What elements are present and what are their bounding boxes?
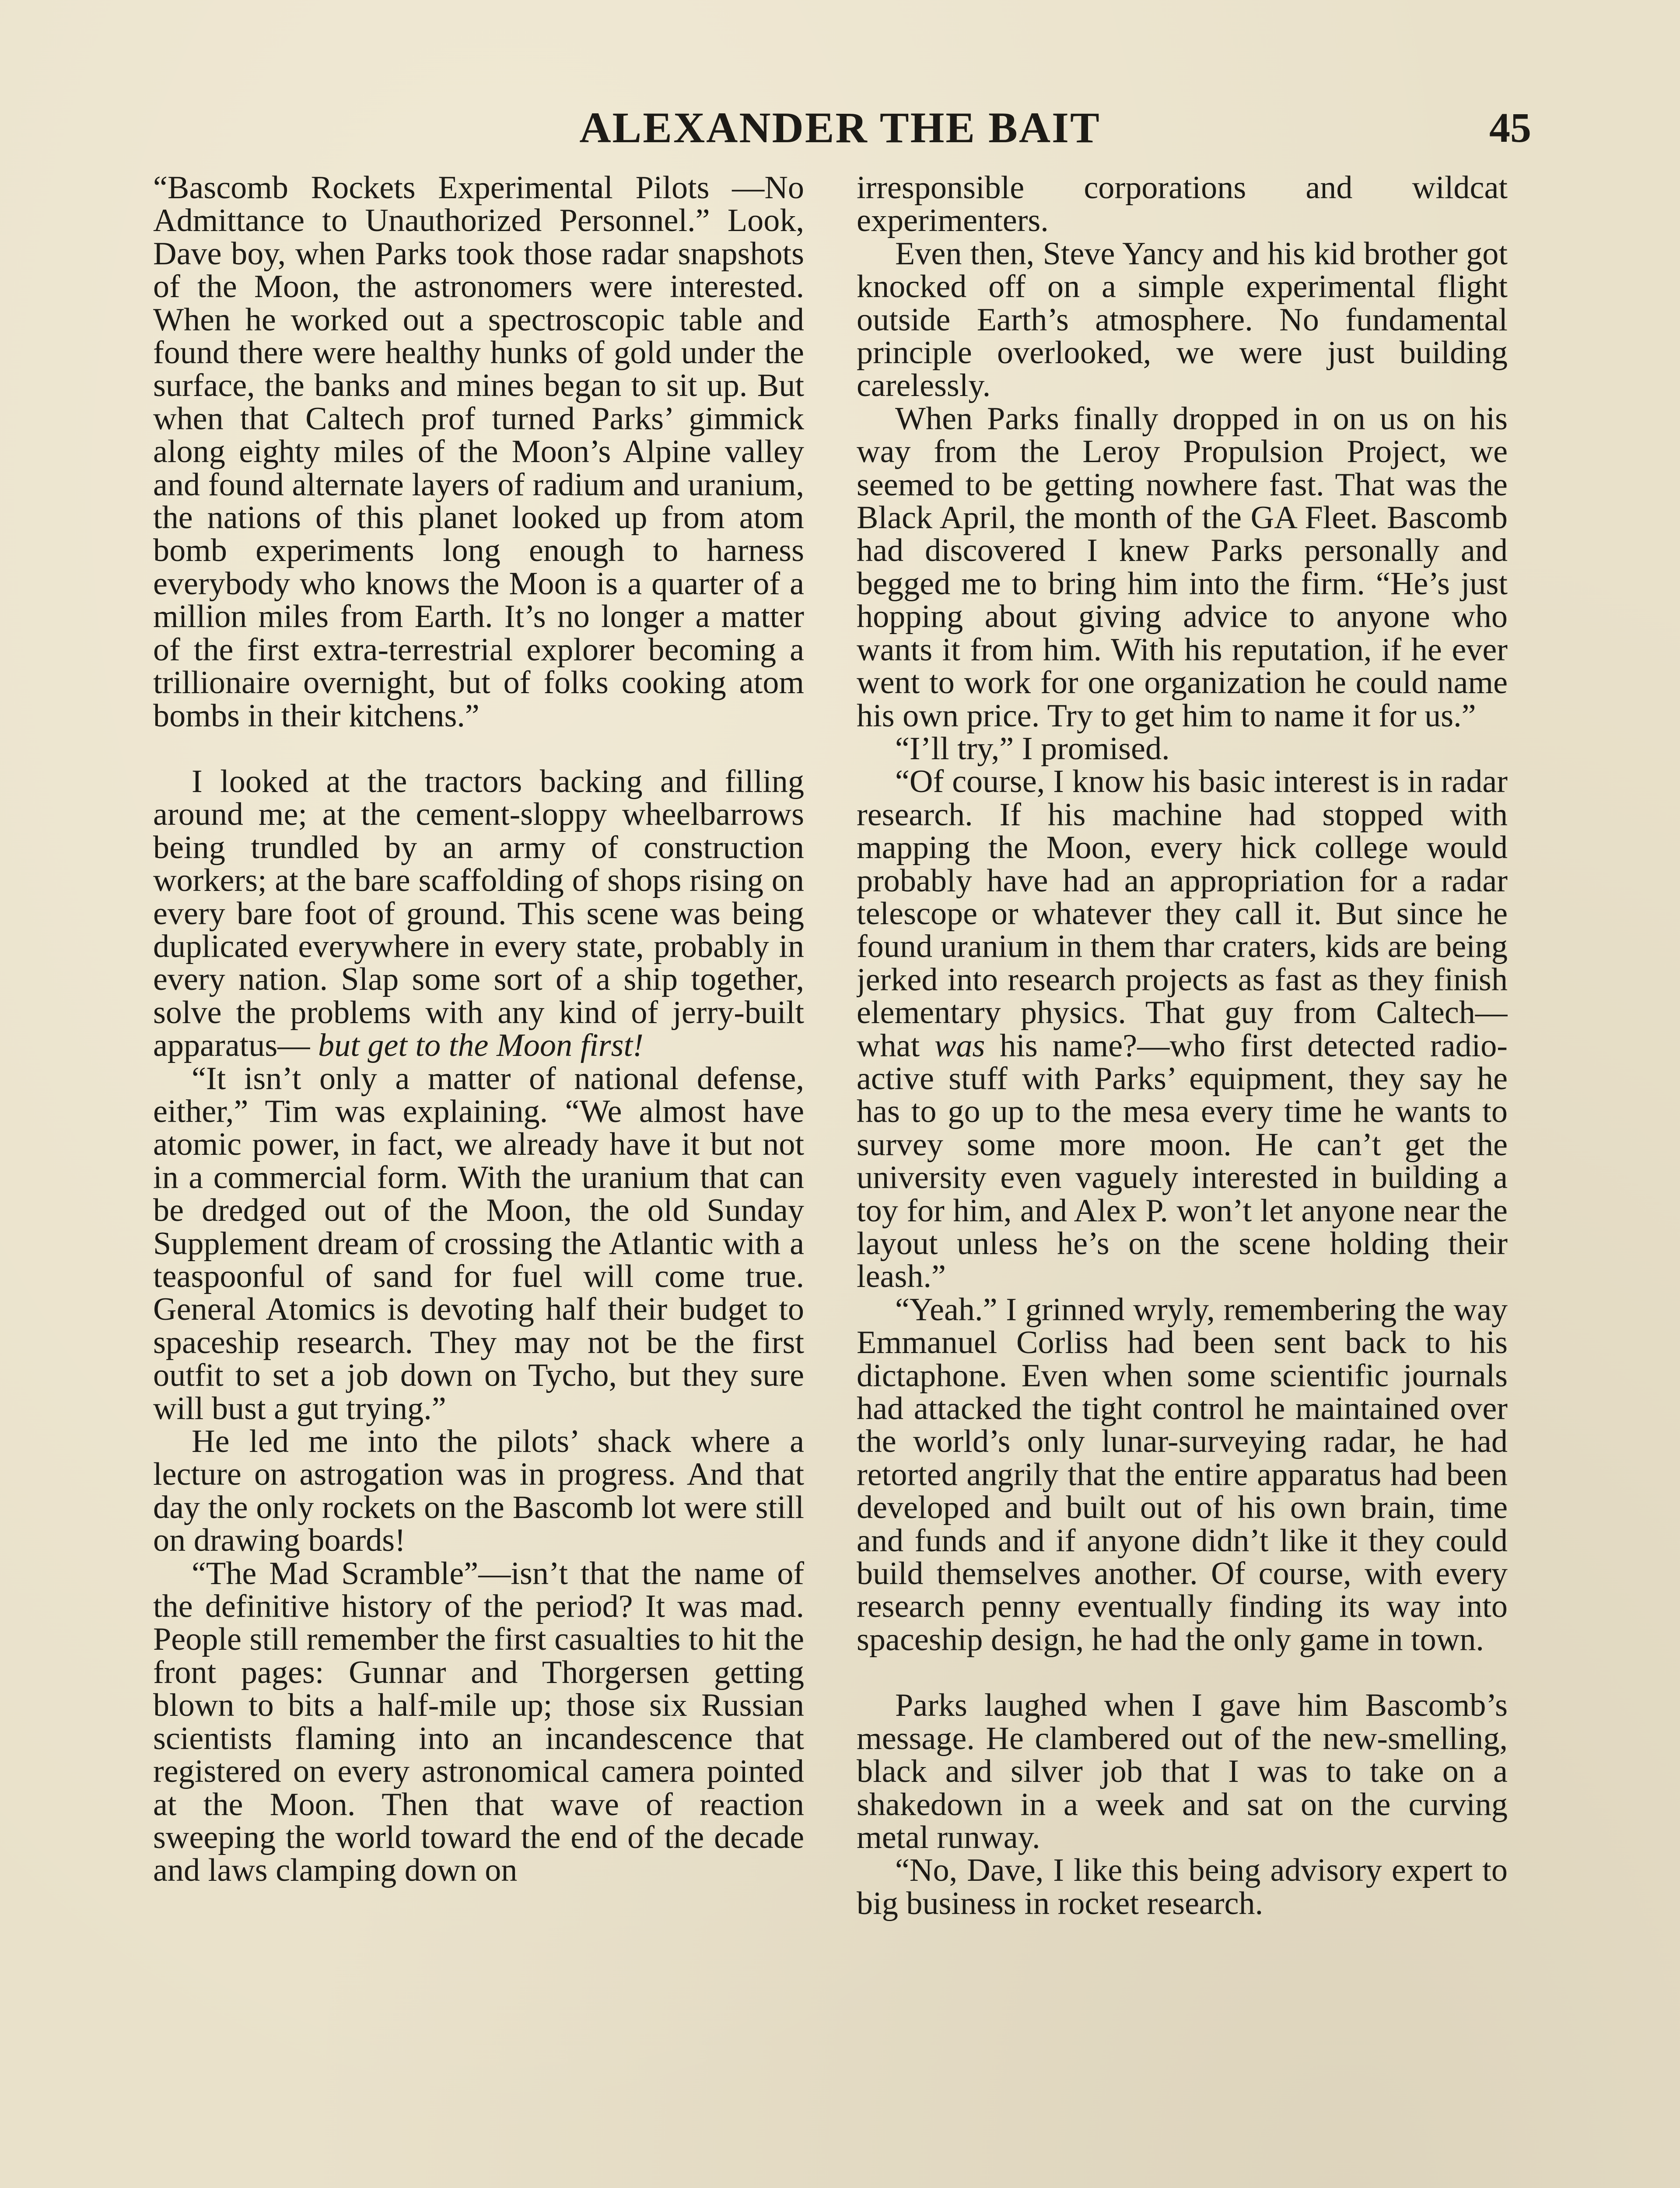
paragraph: irresponsible corporations and wildcat experimenters. [857,172,1508,239]
paragraph: “I’ll try,” I promised. [895,730,1170,767]
paragraph: “No, Dave, I like this being advisory expert to big business in rocket research. [857,1852,1508,1922]
paragraph: He led me into the pilots’ shack where a lecture on astrogation was in progress. And that day the only rockets on the Bascomb lot were still on drawing boards! [153,1424,804,1559]
paragraph: When Parks finally dropped in on us on his way from the Leroy Propulsion Project, we seemed to be getting nowhere fast. That was the Black April, the month of the GA Fleet. Bascomb had discovered I knew Parks personally and begged me to bring him into the firm. “He’s just hopping about giving advice to anyone who wants it from him. With his reputation, if he ever went to work for one organization he could name his own price. Try to get him to name it for us.” [857,400,1508,734]
paragraph: “It isn’t only a matter of national defense, either,” Tim was explaining. “We almost have atomic power, in fact, we already have it but not in a commercial form. With the uranium that can be dredged out of the Moon, the old Sunday Supplement dream of crossing the Atlantic with a teaspoonful of sand for fuel will come true. General Atomics is devoting half their budget to spaceship research. They may not be the first outfit to set a job down on Tycho, but they sure will bust a gut trying.” [153,1060,804,1427]
paragraph-text: “Of course, I know his basic interest is in radar research. If his machine had stopped with mapping the Moon, every hick college would probably have had an appropriation for a radar telescope or whatever they call it. But since he found uranium in them thar craters, kids are being jerked into research projects as fast as they finish elementary physics. That guy from Caltech—what [857,764,1508,1064]
italic-text: was [934,1027,985,1064]
running-title: ALEXANDER THE BAIT [579,103,1101,152]
paragraph [153,765,804,1062]
paragraph: “Bascomb Rockets Experimental Pilots —No Admittance to Unauthorized Personnel.” Look, Dave boy, when Parks took those radar snapshots of the Moon, the astronomers were interested. When he worked out a spectroscopic table and found there were healthy hunks of gold under the surface, the banks and mines began to sit up. But when that Caltech prof turned Parks’ gimmick along eighty miles of the Moon’s Alpine valley and found alternate layers of radium and uranium, the nations of this planet looked up from atom bomb experiments long enough to harness everybody who knows the Moon is a quarter of a million miles from Earth. It’s no longer a matter of the first extra-terrestrial explorer becoming a trillionaire overnight, but of folks cooking atom bombs in their kitchens.” [153,172,804,734]
page-header [166,102,1531,167]
paragraph: “Yeah.” I grinned wryly, remembering the way Emmanuel Corliss had been sent back to his dictaphone. Even when some scientific journals had attacked the tight control he maintained over the world’s only lunar-surveying radar, he had retorted angrily that the entire apparatus had been developed and built out of his own brain, time and funds and if anyone didn’t like it they could build themselves another. Of course, with every research penny eventually finding its way into spaceship design, he had the only game in town. [857,1291,1508,1658]
left-column [153,172,804,2188]
right-column [857,172,1508,2188]
paragraph: Even then, Steve Yancy and his kid brother got knocked off on a simple experimental flight outside Earth’s atmosphere. No fundamental principle overlooked, we were just building carelessly. [857,235,1508,404]
paragraph: Parks laughed when I gave him Bascomb’s message. He clambered out of the new-smelling, black and silver job that I was to take on a shakedown in a week and sat on the curving metal runway. [857,1687,1508,1855]
page-number: 45 [1489,104,1531,151]
paragraph: “The Mad Scramble”—isn’t that the name of the definitive history of the period? It was mad. People still remember the first casualties to hit the front pages: Gunnar and Thorgersen getting blown to bits a half-mile up; those six Russian scientists flaming into an incandescence that registered on every astronomical camera pointed at the Moon. Then that wave of reaction sweeping the world toward the end of the decade and laws clamping down on [153,1555,804,1889]
paragraph [857,765,1508,1294]
paragraph-text: his name?—who first detected radio-active stuff with Parks’ equipment, they say he has to go up to the mesa every time he wants to survey some more moon. He can’t get the university even vaguely interested in building a toy for him, and Alex P. won’t let anyone near the layout unless he’s on the scene holding their leash.” [857,1027,1508,1295]
italic-text: but get to the Moon first! [318,1027,644,1064]
paragraph-text: I looked at the tractors backing and filling around me; at the cement-sloppy wheelbarrows being trundled by an army of construction workers; at the bare scaffolding of shops rising on every bare foot of ground. This scene was being duplicated everywhere in every state, probably in every nation. Slap some sort of a ship together, solve the problems with any kind of jerry-built apparatus— [153,763,804,1064]
